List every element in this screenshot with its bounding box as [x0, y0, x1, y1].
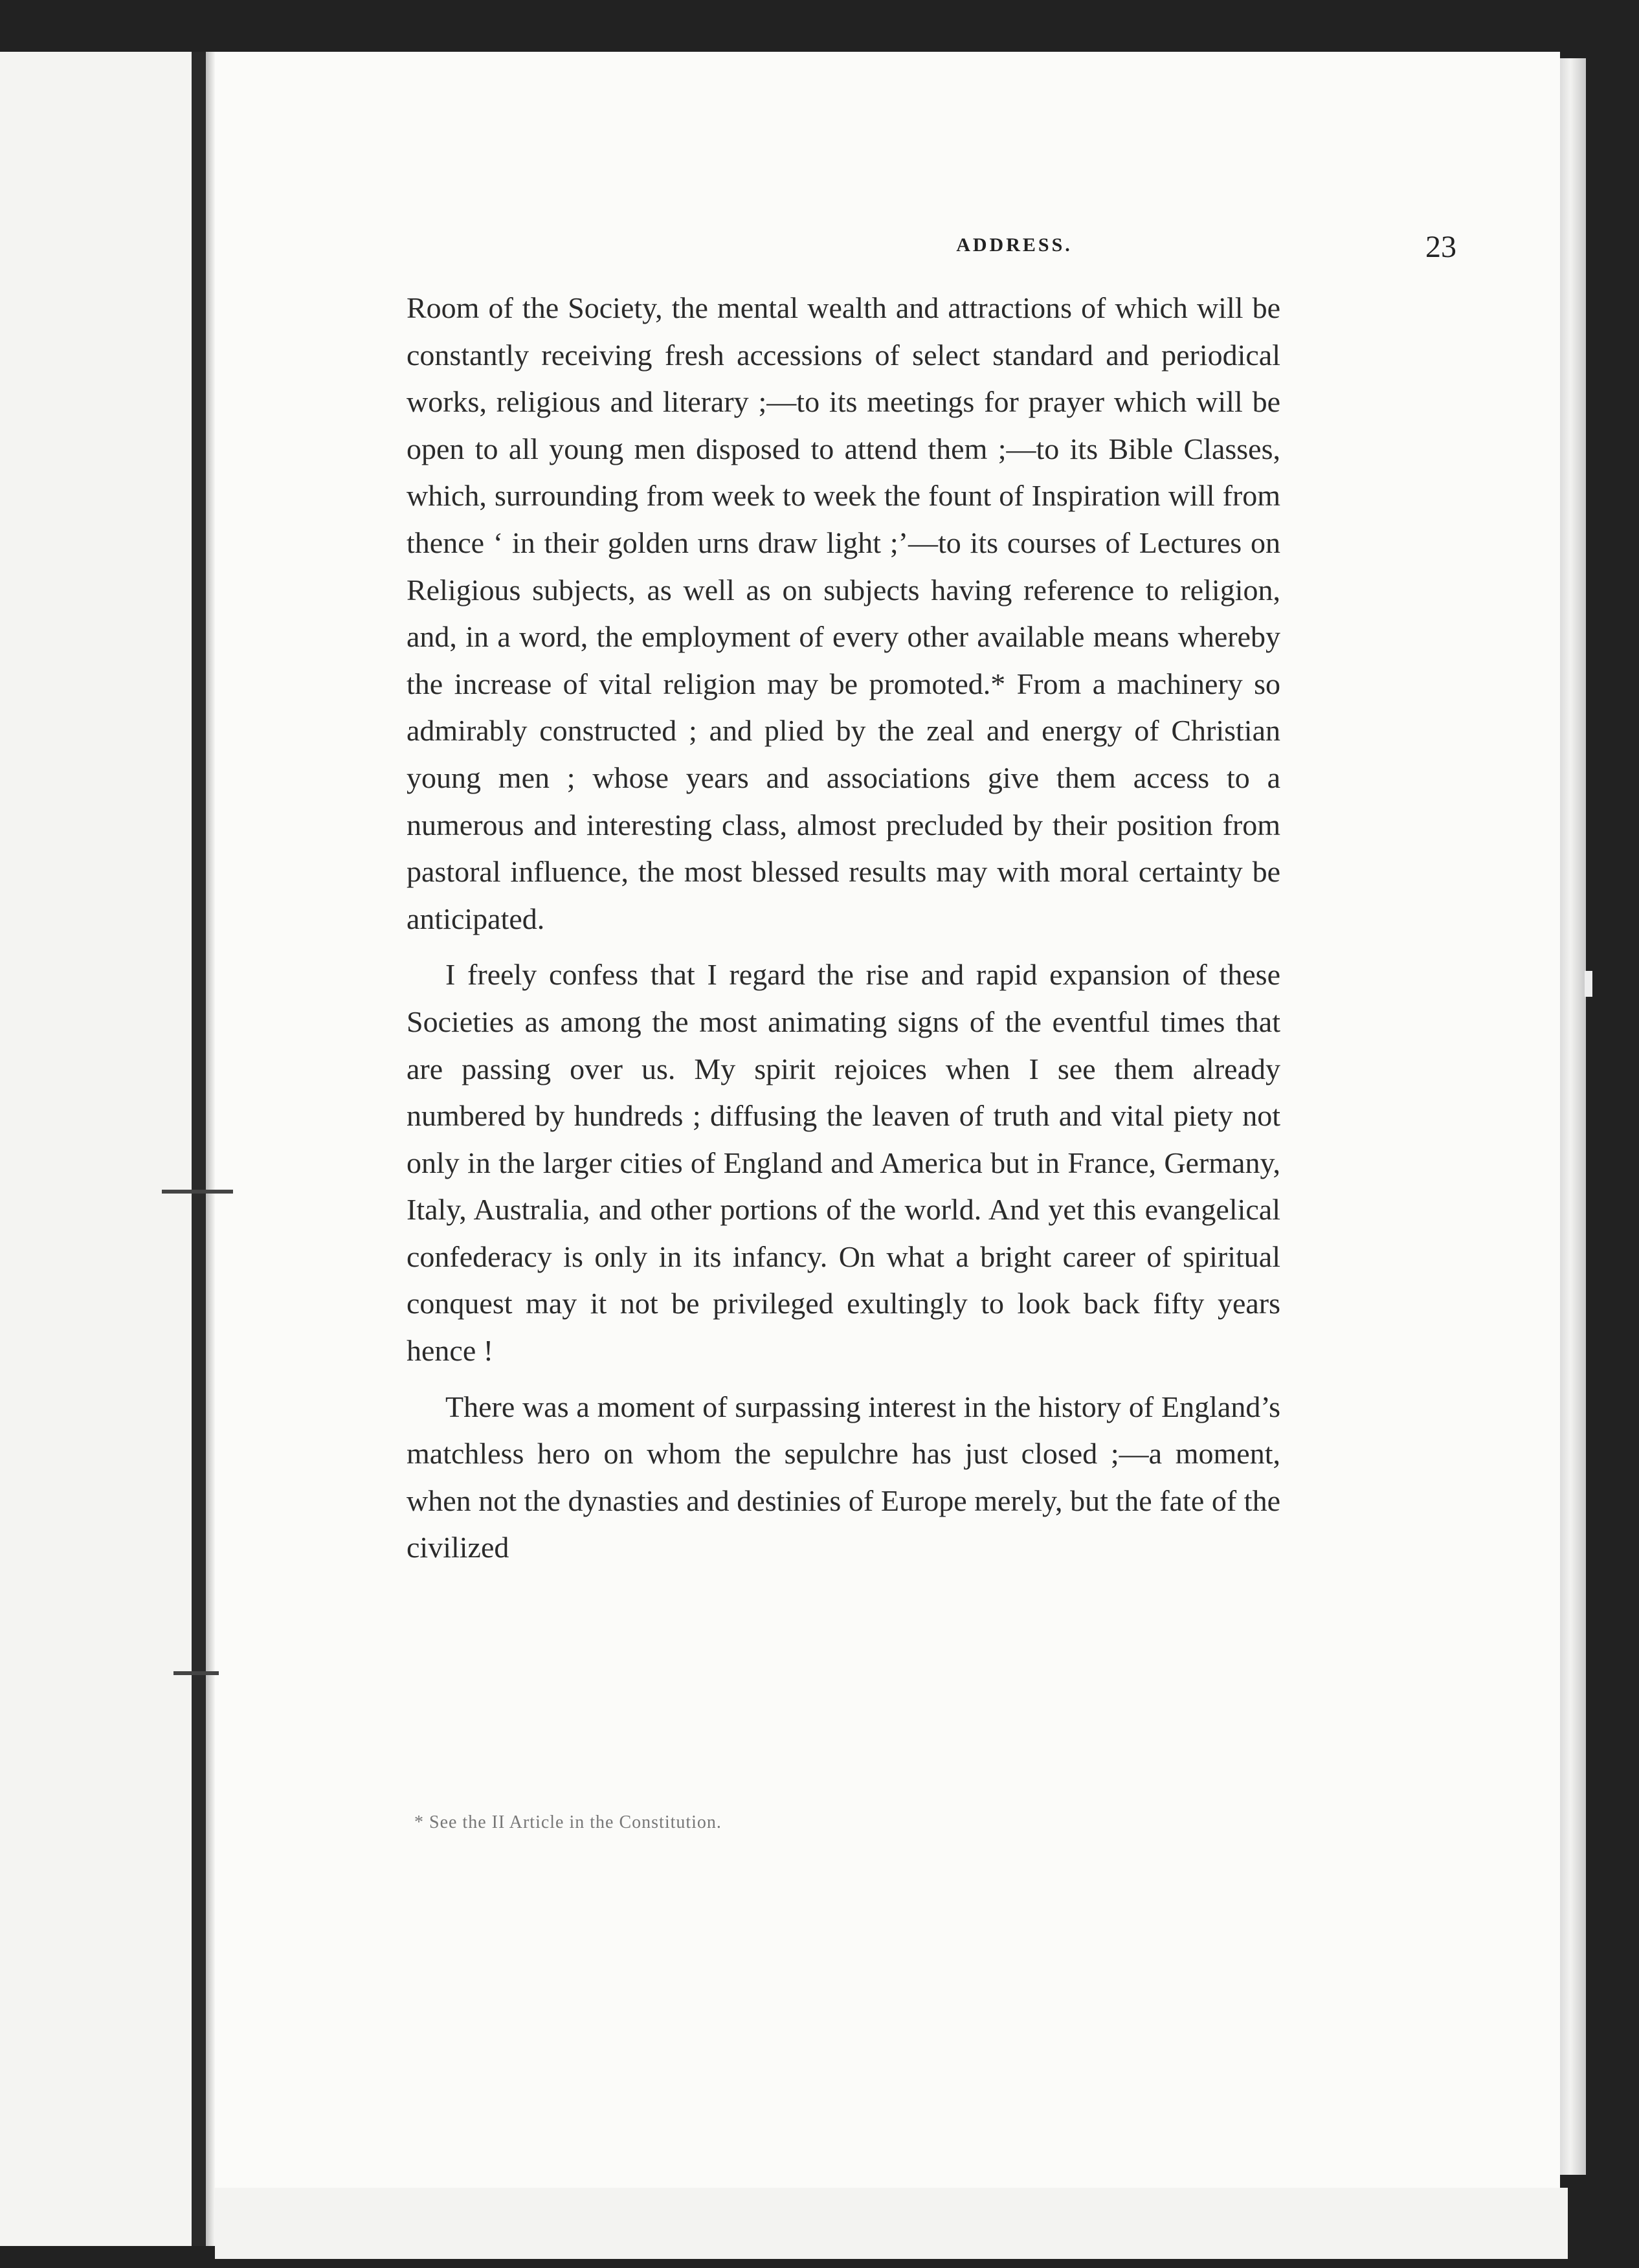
page-number: 23 [1425, 230, 1456, 264]
margin-mark-lower [173, 1671, 219, 1675]
binding-shadow [206, 52, 215, 2246]
paragraph-continued: Room of the Society, the mental wealth and attractions of which will be constantly receiving fresh accessions of select standard and periodical works, religious and literary ;—to its meetings for prayer which will be open to all young men disposed to attend them ;—to its Bible Classes, which, surrounding from week to week the fount of Inspiration will from thence ‘ in their golden urns draw light ;’—to its courses of Lectures on Religious subjects, as well as on subjects having reference to religion, and, in a word, the employment of every other available means whereby the increase of vital religion may be promoted.* From a machinery so admirably constructed ; and plied by the zeal and energy of Christian young men ; whose years and associations give them access to a numerous and interesting class, almost precluded by their position from pastoral influence, the most blessed results may with moral certainty be anticipated. [407, 291, 1280, 935]
paragraph: I freely confess that I regard the rise and rapid expansion of these Societies as among the most animating signs of the eventful times that are passing over us. My spirit rejoices when I see them already numbered by hundreds ; diffusing the leaven of truth and vital piety not only in the larger cities of England and America but in France, Germany, Italy, Australia, and other portions of the world. And yet this evangelical confederacy is only in its infancy. On what a bright career of spiritual conquest may it not be privileged exultingly to look back fifty years hence ! [407, 958, 1280, 1368]
edge-speck [1585, 971, 1592, 997]
left-page-edge [0, 52, 194, 2246]
body-text [407, 285, 1280, 1572]
page-bottom-edge [215, 2188, 1568, 2259]
page-stack-edge [1560, 58, 1586, 2175]
margin-mark-upper [162, 1190, 233, 1194]
book-binding [192, 52, 206, 2246]
page-header [215, 230, 1560, 273]
paragraph: There was a moment of surpassing interest in the history of England’s matchless hero on whom the sepulchre has just closed ;—a moment, when not the dynasties and destinies of Europe merely, but the fate of the civilized [407, 1390, 1280, 1564]
footnote: * See the II Article in the Constitution. [414, 1812, 722, 1832]
running-title: ADDRESS. [956, 234, 1073, 256]
